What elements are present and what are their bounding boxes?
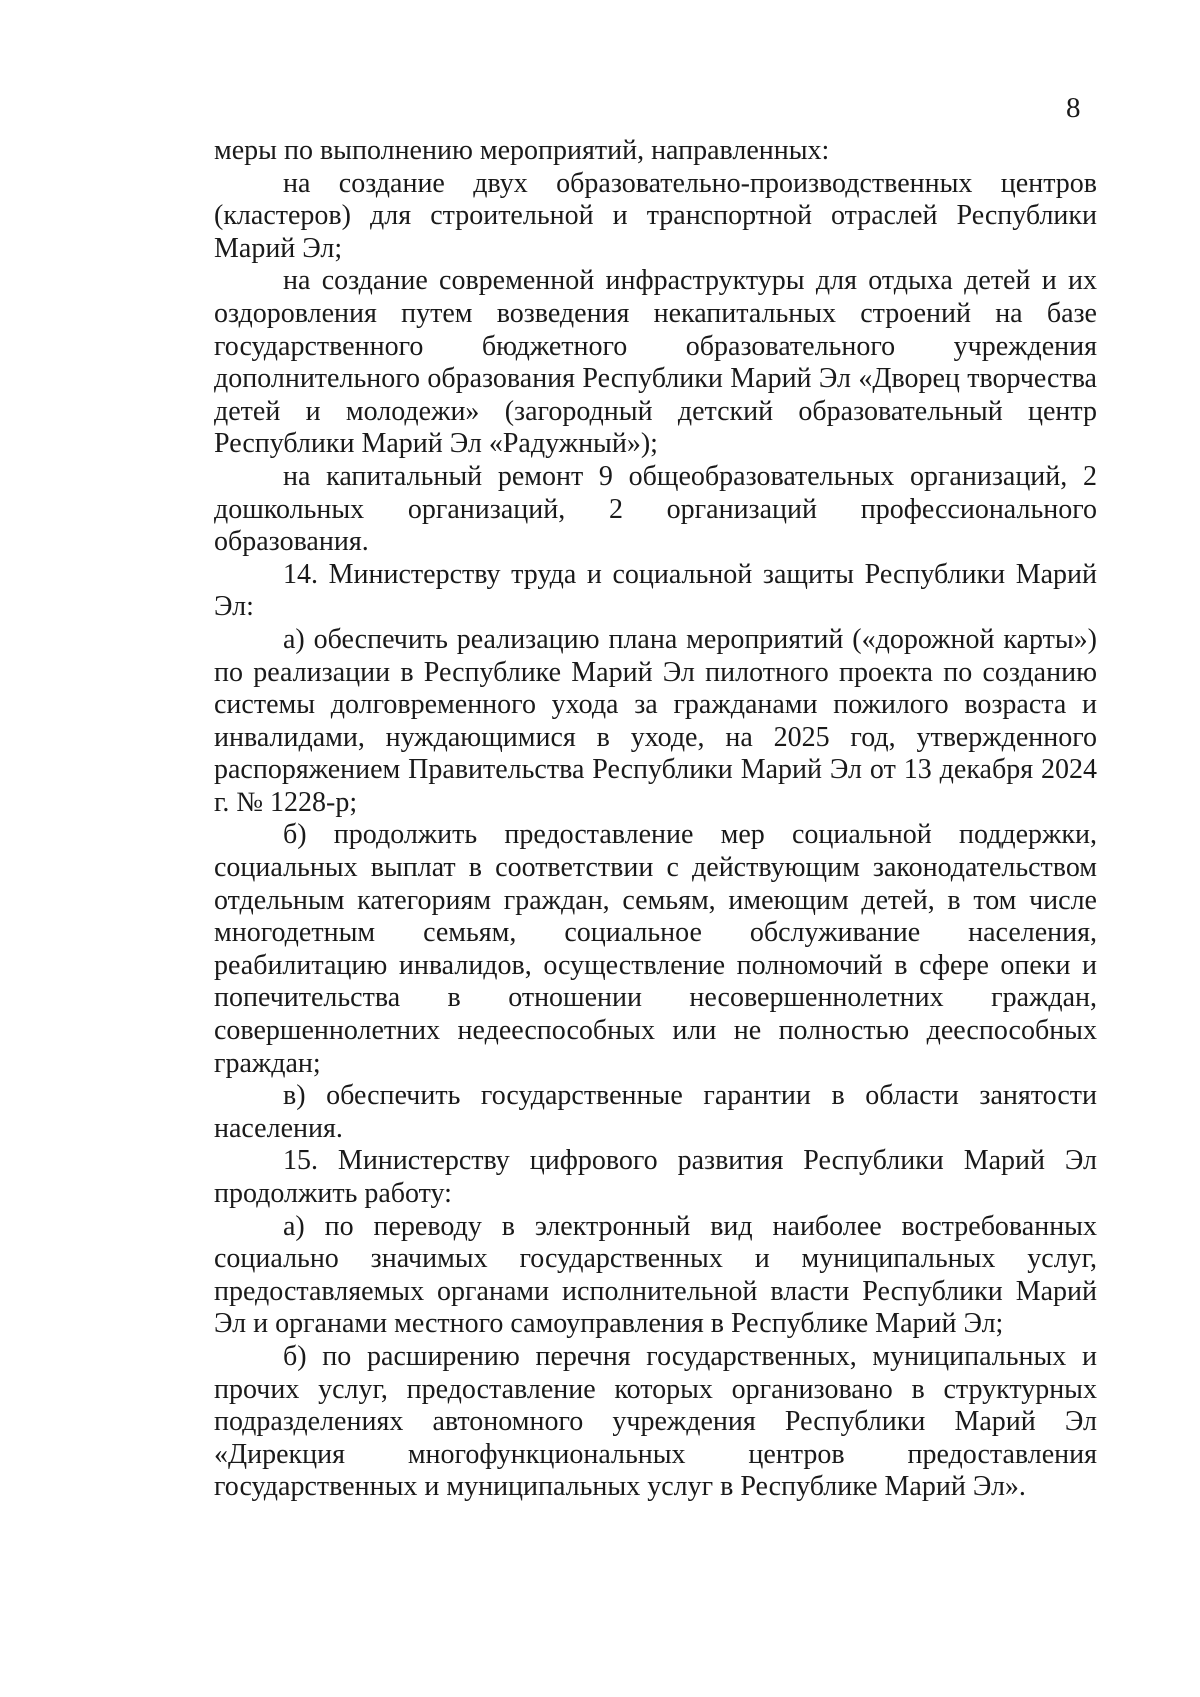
paragraph-item-14: 14. Министерству труда и социальной защиты Республики Марий Эл:	[214, 558, 1097, 623]
page-number: 8	[1066, 92, 1081, 124]
paragraph-item-15-b: б) по расширению перечня государственных, муниципальных и прочих услуг, предоставление которых организовано в структурных подразделениях автономного учреждения Республики Марий Эл «Дирекция многофункциональных центров предоставления государственных и муниципальных услуг в Республике Марий Эл».	[214, 1340, 1097, 1503]
document-body	[214, 135, 1097, 1504]
paragraph-item-14-a: а) обеспечить реализацию плана мероприятий («дорожной карты») по реализации в Республике Марий Эл пилотного проекта по созданию системы долговременного ухода за гражданами пожилого возраста и инвалидами, нуждающимися в уходе, на 2025 год, утвержденного распоряжением Правительства Республики Марий Эл от 13 декабря 2024 г. № 1228-р;	[214, 623, 1097, 818]
paragraph-item-15-a: а) по переводу в электронный вид наиболее востребованных социально значимых государственных и муниципальных услуг, предоставляемых органами исполнительной власти Республики Марий Эл и органами местного самоуправления в Республике Марий Эл;	[214, 1210, 1097, 1340]
paragraph-item-15: 15. Министерству цифрового развития Республики Марий Эл продолжить работу:	[214, 1145, 1097, 1209]
paragraph-infrastructure: на создание современной инфраструктуры для отдыха детей и их оздоровления путем возведения некапитальных строений на базе государственного бюджетного образовательного учреждения дополнительного образования Республики Марий Эл «Дворец творчества детей и молодежи» (загородный детский образовательный центр Республики Марий Эл «Радужный»);	[214, 265, 1097, 460]
paragraph-intro: меры по выполнению мероприятий, направленных:	[214, 135, 830, 166]
paragraph-capital-repair: на капитальный ремонт 9 общеобразовательных организаций, 2 дошкольных организаций, 2 организаций профессионального образования.	[214, 460, 1097, 558]
paragraph-item-14-v: в) обеспечить государственные гарантии в области занятости населения.	[214, 1080, 1097, 1144]
paragraph-item-14-b: б) продолжить предоставление мер социальной поддержки, социальных выплат в соответствии с действующим законодательством отдельным категориям граждан, семьям, имеющим детей, в том числе многодетным семьям, социальное обслуживание населения, реабилитацию инвалидов, осуществление полномочий в сфере опеки и попечительства в отношении несовершеннолетних граждан, совершеннолетних недееспособных или не полностью дееспособных граждан;	[214, 819, 1097, 1079]
paragraph-clusters: на создание двух образовательно-производственных центров (кластеров) для строительной и транспортной отраслей Республики Марий Эл;	[214, 167, 1097, 264]
